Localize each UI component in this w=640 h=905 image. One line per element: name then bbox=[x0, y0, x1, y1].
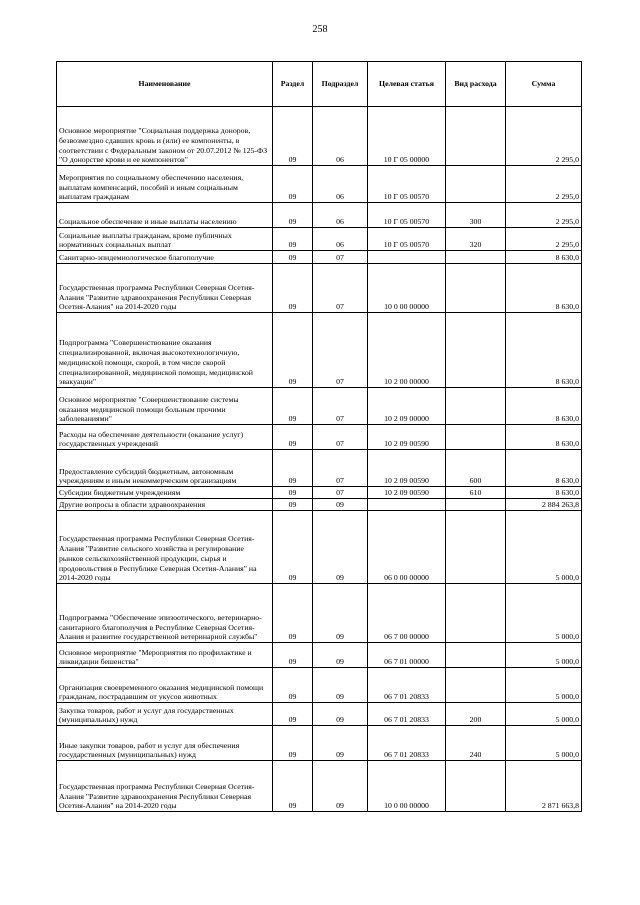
cell-section: 09 bbox=[273, 726, 313, 761]
cell-name: Социальные выплаты гражданам, кроме публичных нормативных социальных выплат bbox=[57, 228, 273, 251]
cell-section: 09 bbox=[273, 228, 313, 251]
cell-sum: 5 000,0 bbox=[506, 584, 582, 643]
table-row bbox=[57, 487, 582, 499]
cell-section: 09 bbox=[273, 487, 313, 499]
cell-name: Государственная программа Республики Северная Осетия-Алания "Развитие здравоохранения Республики Северная Осетия-Алания" на 2014-2020 годы bbox=[57, 264, 273, 313]
cell-section: 09 bbox=[273, 388, 313, 425]
table-row bbox=[57, 726, 582, 761]
cell-name: Подпрограмма "Совершенствование оказания специализированной, включая высокотехнологичную, медицинской помощи, скорой, в том числе скорой специализированной, медицинской помощи, медицинской эвакуации" bbox=[57, 313, 273, 388]
cell-subsection: 07 bbox=[313, 251, 368, 264]
cell-exp-type bbox=[446, 388, 506, 425]
cell-target: 10 2 09 00590 bbox=[368, 450, 446, 487]
cell-exp-type bbox=[446, 668, 506, 703]
cell-target: 10 2 09 00590 bbox=[368, 487, 446, 499]
cell-subsection: 07 bbox=[313, 388, 368, 425]
cell-name: Основное мероприятие "Мероприятия по профилактике и ликвидации бешенства" bbox=[57, 643, 273, 668]
cell-subsection: 09 bbox=[313, 703, 368, 726]
cell-exp-type bbox=[446, 166, 506, 203]
cell-sum: 8 630,0 bbox=[506, 264, 582, 313]
table-row bbox=[57, 313, 582, 388]
header-target: Целевая статья bbox=[368, 62, 446, 107]
cell-section: 09 bbox=[273, 703, 313, 726]
table-row bbox=[57, 228, 582, 251]
cell-exp-type bbox=[446, 251, 506, 264]
cell-exp-type: 610 bbox=[446, 487, 506, 499]
cell-target bbox=[368, 499, 446, 511]
cell-name: Санитарно-эпидемиологическое благополучие bbox=[57, 251, 273, 264]
table-row bbox=[57, 203, 582, 228]
cell-subsection: 09 bbox=[313, 511, 368, 584]
cell-target: 06 7 01 20833 bbox=[368, 668, 446, 703]
cell-target: 10 2 09 00590 bbox=[368, 425, 446, 450]
cell-subsection: 07 bbox=[313, 450, 368, 487]
cell-subsection: 06 bbox=[313, 203, 368, 228]
table-header-row bbox=[57, 62, 582, 107]
cell-sum: 5 000,0 bbox=[506, 511, 582, 584]
cell-sum: 8 630,0 bbox=[506, 450, 582, 487]
cell-sum: 2 295,0 bbox=[506, 107, 582, 166]
cell-sum: 5 000,0 bbox=[506, 643, 582, 668]
cell-target: 10 Г 05 00570 bbox=[368, 228, 446, 251]
cell-sum: 5 000,0 bbox=[506, 726, 582, 761]
cell-target bbox=[368, 251, 446, 264]
table-row bbox=[57, 761, 582, 812]
table-row bbox=[57, 425, 582, 450]
cell-name: Государственная программа Республики Северная Осетия-Алания "Развитие сельского хозяйства и регулирование рынков сельскохозяйственной продукции, сырья и продовольствия в Республике Северная Осетия-Алания" на 2014-2020 годы bbox=[57, 511, 273, 584]
cell-section: 09 bbox=[273, 668, 313, 703]
cell-exp-type bbox=[446, 313, 506, 388]
cell-subsection: 09 bbox=[313, 668, 368, 703]
table-row bbox=[57, 264, 582, 313]
cell-name: Основное мероприятие "Совершенствование системы оказания медицинской помощи больным прочими заболеваниями" bbox=[57, 388, 273, 425]
cell-target: 06 7 01 20833 bbox=[368, 726, 446, 761]
cell-exp-type bbox=[446, 425, 506, 450]
table-row bbox=[57, 643, 582, 668]
cell-target: 10 2 00 00000 bbox=[368, 313, 446, 388]
cell-target: 10 2 09 00000 bbox=[368, 388, 446, 425]
header-subsection: Подраздел bbox=[313, 62, 368, 107]
table-row bbox=[57, 668, 582, 703]
table-row bbox=[57, 450, 582, 487]
cell-section: 09 bbox=[273, 313, 313, 388]
cell-sum: 2 295,0 bbox=[506, 203, 582, 228]
cell-sum: 8 630,0 bbox=[506, 313, 582, 388]
table-row bbox=[57, 703, 582, 726]
cell-section: 09 bbox=[273, 425, 313, 450]
table-row bbox=[57, 499, 582, 511]
cell-sum: 8 630,0 bbox=[506, 487, 582, 499]
cell-exp-type bbox=[446, 511, 506, 584]
cell-exp-type: 240 bbox=[446, 726, 506, 761]
cell-sum: 5 000,0 bbox=[506, 703, 582, 726]
page-number: 258 bbox=[312, 24, 328, 35]
cell-section: 09 bbox=[273, 511, 313, 584]
cell-subsection: 09 bbox=[313, 584, 368, 643]
cell-exp-type bbox=[446, 643, 506, 668]
cell-subsection: 07 bbox=[313, 264, 368, 313]
cell-section: 09 bbox=[273, 643, 313, 668]
cell-name: Расходы на обеспечение деятельности (оказание услуг) государственных учреждений bbox=[57, 425, 273, 450]
budget-table bbox=[56, 61, 582, 812]
cell-section: 09 bbox=[273, 761, 313, 812]
cell-section: 09 bbox=[273, 264, 313, 313]
header-exp-type: Вид расхода bbox=[446, 62, 506, 107]
table-row bbox=[57, 107, 582, 166]
cell-exp-type bbox=[446, 264, 506, 313]
cell-exp-type: 320 bbox=[446, 228, 506, 251]
table-row bbox=[57, 388, 582, 425]
cell-target: 10 0 00 00000 bbox=[368, 264, 446, 313]
cell-exp-type: 300 bbox=[446, 203, 506, 228]
cell-name: Подпрограмма "Обеспечение эпизоотического, ветеринарно-санитарного благополучия в Республике Северная Осетия-Алания и развитие государственной ветеринарной службы" bbox=[57, 584, 273, 643]
cell-exp-type bbox=[446, 107, 506, 166]
cell-name: Предоставление субсидий бюджетным, автономным учреждениям и иным некоммерческим организациям bbox=[57, 450, 273, 487]
cell-sum: 8 630,0 bbox=[506, 388, 582, 425]
cell-name: Организация своевременного оказания медицинской помощи гражданам, пострадавшим от укусов животных bbox=[57, 668, 273, 703]
table-row bbox=[57, 584, 582, 643]
cell-section: 09 bbox=[273, 450, 313, 487]
cell-subsection: 06 bbox=[313, 166, 368, 203]
cell-sum: 8 630,0 bbox=[506, 425, 582, 450]
cell-target: 06 7 01 20833 bbox=[368, 703, 446, 726]
cell-section: 09 bbox=[273, 107, 313, 166]
cell-exp-type bbox=[446, 499, 506, 511]
cell-name: Другие вопросы в области здравоохранения bbox=[57, 499, 273, 511]
header-name: Наименование bbox=[57, 62, 273, 107]
table-row bbox=[57, 251, 582, 264]
cell-sum: 8 630,0 bbox=[506, 251, 582, 264]
cell-subsection: 09 bbox=[313, 761, 368, 812]
cell-section: 09 bbox=[273, 251, 313, 264]
cell-section: 09 bbox=[273, 584, 313, 643]
cell-target: 06 7 00 00000 bbox=[368, 584, 446, 643]
cell-sum: 2 871 663,8 bbox=[506, 761, 582, 812]
cell-name: Государственная программа Республики Северная Осетия-Алания "Развитие здравоохранения Республики Северная Осетия-Алания" на 2014-2020 годы bbox=[57, 761, 273, 812]
table-body bbox=[57, 107, 582, 812]
cell-subsection: 06 bbox=[313, 107, 368, 166]
cell-subsection: 09 bbox=[313, 499, 368, 511]
cell-subsection: 07 bbox=[313, 313, 368, 388]
cell-subsection: 09 bbox=[313, 726, 368, 761]
header-sum: Сумма bbox=[506, 62, 582, 107]
cell-name: Социальное обеспечение и иные выплаты населению bbox=[57, 203, 273, 228]
cell-subsection: 06 bbox=[313, 228, 368, 251]
cell-section: 09 bbox=[273, 203, 313, 228]
table-row bbox=[57, 511, 582, 584]
cell-target: 10 Г 05 00570 bbox=[368, 203, 446, 228]
cell-sum: 2 295,0 bbox=[506, 166, 582, 203]
cell-name: Закупка товаров, работ и услуг для государственных (муниципальных) нужд bbox=[57, 703, 273, 726]
cell-target: 10 0 00 00000 bbox=[368, 761, 446, 812]
cell-target: 06 7 01 00000 bbox=[368, 643, 446, 668]
cell-target: 06 0 00 00000 bbox=[368, 511, 446, 584]
cell-exp-type bbox=[446, 761, 506, 812]
cell-name: Мероприятия по социальному обеспечению населения, выплатам компенсаций, пособий и иным социальным выплатам гражданам bbox=[57, 166, 273, 203]
header-section: Раздел bbox=[273, 62, 313, 107]
cell-sum: 2 295,0 bbox=[506, 228, 582, 251]
cell-name: Иные закупки товаров, работ и услуг для обеспечения государственных (муниципальных) нужд bbox=[57, 726, 273, 761]
cell-exp-type bbox=[446, 584, 506, 643]
cell-subsection: 09 bbox=[313, 643, 368, 668]
cell-sum: 5 000,0 bbox=[506, 668, 582, 703]
cell-target: 10 Г 05 00570 bbox=[368, 166, 446, 203]
cell-name: Субсидии бюджетным учреждениям bbox=[57, 487, 273, 499]
cell-target: 10 Г 05 00000 bbox=[368, 107, 446, 166]
cell-exp-type: 200 bbox=[446, 703, 506, 726]
cell-exp-type: 600 bbox=[446, 450, 506, 487]
table-row bbox=[57, 166, 582, 203]
cell-name: Основное мероприятие "Социальная поддержка доноров, безвозмездно сдавших кровь и (или) ее компоненты, в соответствии с Федеральным законом от 20.07.2012 № 125-ФЗ "О донорстве крови и ее компонентов" bbox=[57, 107, 273, 166]
cell-subsection: 07 bbox=[313, 425, 368, 450]
cell-sum: 2 884 263,8 bbox=[506, 499, 582, 511]
cell-section: 09 bbox=[273, 499, 313, 511]
cell-section: 09 bbox=[273, 166, 313, 203]
cell-subsection: 07 bbox=[313, 487, 368, 499]
